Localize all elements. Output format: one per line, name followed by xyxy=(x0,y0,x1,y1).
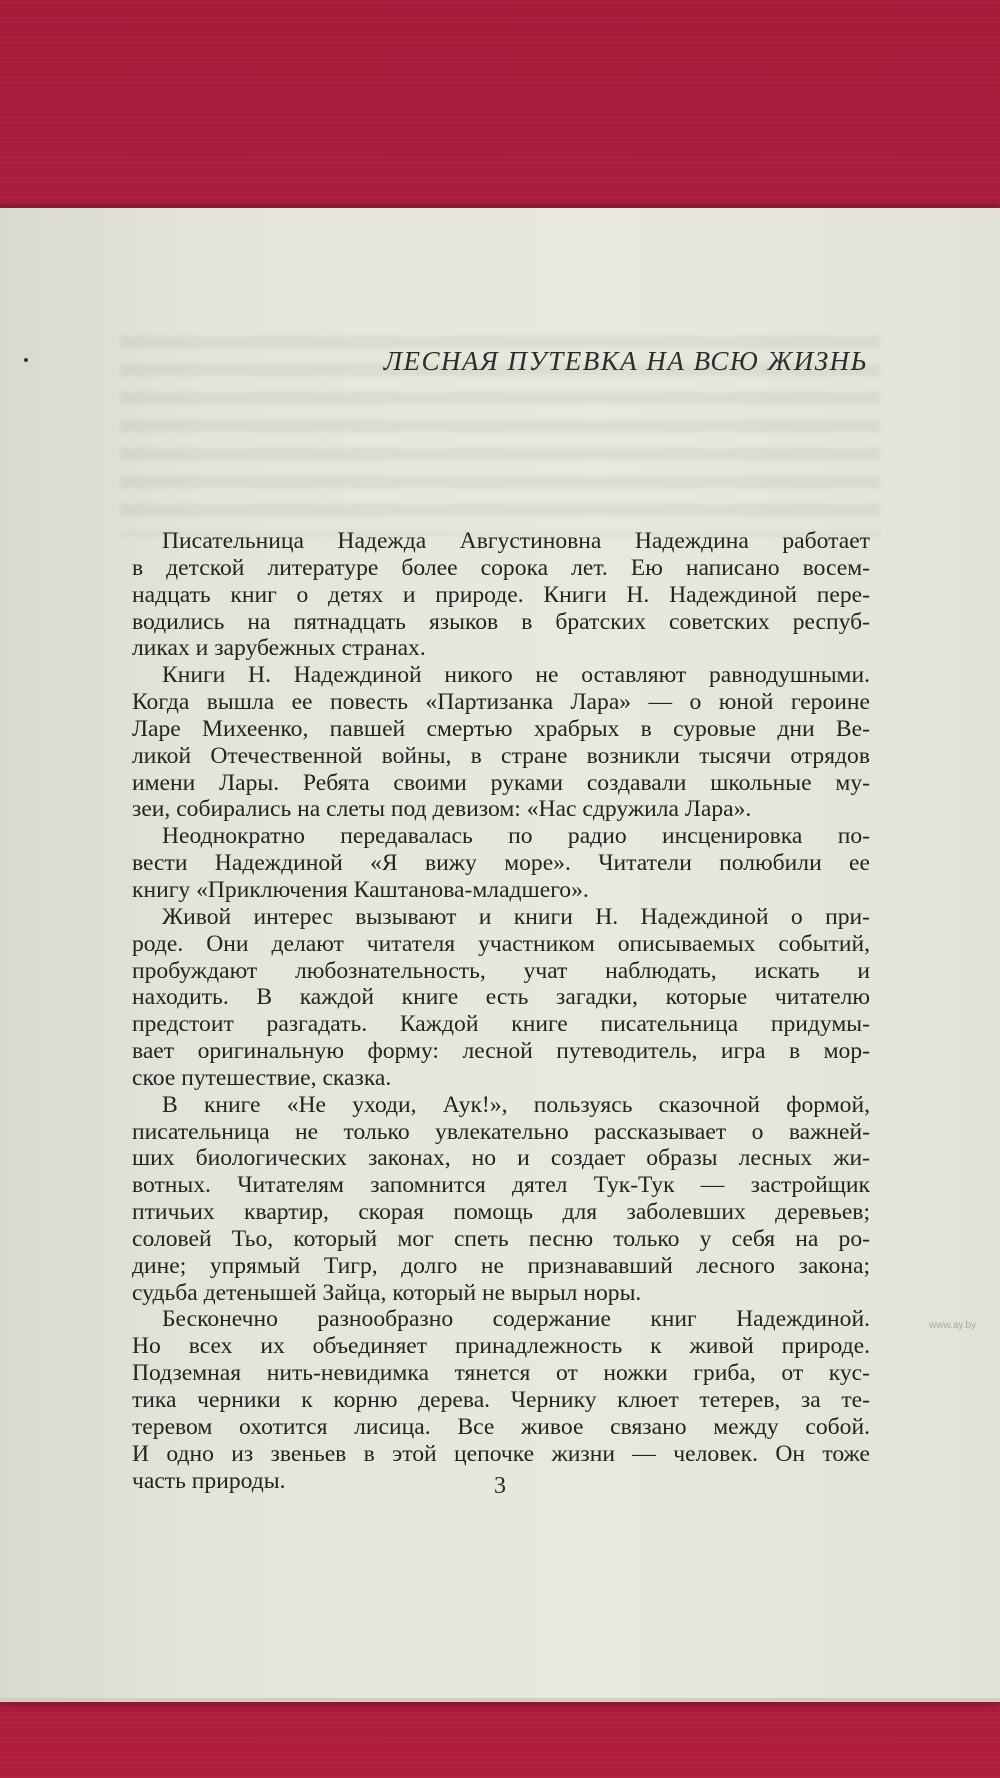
text-line: ское путешествие, сказка. xyxy=(132,1064,392,1091)
text-line: предстоит разгадать. Каждой книге писательница придумы- xyxy=(132,1011,870,1038)
text-line: Бесконечно разнообразно содержание книг Надеждиной. xyxy=(162,1306,870,1333)
text-line: Ларе Михеенко, павшей смертью храбрых в суровые дни Ве- xyxy=(132,715,870,742)
watermark: www.ay.by xyxy=(928,1320,976,1331)
text-line: ликой Отечественной войны, в стране возникли тысячи отрядов xyxy=(132,742,870,769)
text-line: находить. В каждой книге есть загадки, которые читателю xyxy=(132,984,870,1011)
text-line: вает оригинальную форму: лесной путеводитель, игра в мор- xyxy=(132,1038,870,1065)
text-line: книгу «Приключения Каштанова-младшего». xyxy=(132,876,589,903)
text-line: Неоднократно передавалась по радио инсценировка по- xyxy=(162,823,870,850)
text-line: Подземная нить-невидимка тянется от ножки гриба, от кус- xyxy=(132,1360,870,1387)
text-line: вести Надеждиной «Я вижу море». Читатели полюбили ее xyxy=(132,850,870,877)
page-edge xyxy=(0,1698,1000,1702)
text-line: ликах и зарубежных странах. xyxy=(132,635,426,662)
body-text xyxy=(132,528,870,1494)
running-title: ЛЕСНАЯ ПУТЕВКА НА ВСЮ ЖИЗНЬ xyxy=(383,346,868,376)
book-page xyxy=(0,208,1000,1698)
text-line: Но всех их объединяет принадлежность к живой природе. xyxy=(132,1333,870,1360)
text-line: имени Лары. Ребята своими руками создавали школьные му- xyxy=(132,769,870,796)
text-line: соловей Тьо, который мог спеть песню только у себя на ро- xyxy=(132,1225,870,1252)
text-line: водились на пятнадцать языков в братских советских респуб- xyxy=(132,608,870,635)
text-line: писательница не только увлекательно рассказывает о важней- xyxy=(132,1118,870,1145)
text-line: пробуждают любознательность, учат наблюдать, искать и xyxy=(132,957,870,984)
text-line: дине; упрямый Тигр, долго не признававший лесного закона; xyxy=(132,1252,870,1279)
page-number: 3 xyxy=(494,1473,506,1499)
text-line: роде. Они делают читателя участником описываемых событий, xyxy=(132,930,870,957)
text-line: Когда вышла ее повесть «Партизанка Лара» — о юной героине xyxy=(132,689,870,716)
text-line: надцать книг о детях и природе. Книги Н. Надеждиной пере- xyxy=(132,581,870,608)
text-line: в детской литературе более сорока лет. Ею написано восем- xyxy=(132,554,870,581)
text-line: птичьих квартир, скорая помощь для заболевших деревьев; xyxy=(132,1199,870,1226)
text-line: В книге «Не уходи, Аук!», пользуясь сказочной формой, xyxy=(162,1091,870,1118)
text-line: Писательница Надежда Августиновна Надеждина работает xyxy=(162,528,870,554)
text-line: Книги Н. Надеждиной никого не оставляют равнодушными. xyxy=(162,662,870,689)
text-line: И одно из звеньев в этой цепочке жизни — человек. Он тоже xyxy=(132,1440,870,1467)
text-line: тика черники к корню дерева. Чернику клюет тетерев, за те- xyxy=(132,1387,870,1413)
text-line: зеи, собирались на слеты под девизом: «Нас сдружила Лара». xyxy=(132,796,752,823)
ink-dot xyxy=(24,358,28,362)
text-line: теревом охотится лисица. Все живое связано между собой. xyxy=(132,1413,870,1440)
text-line: ших биологических законах, но и создает образы лесных жи- xyxy=(132,1145,870,1172)
text-line: часть природы. xyxy=(132,1467,286,1494)
text-line: Живой интерес вызывают и книги Н. Надеждиной о при- xyxy=(162,903,870,930)
text-line: вотных. Читателям запомнится дятел Тук-Тук — застройщик xyxy=(132,1172,870,1199)
text-line: судьба детенышей Зайца, который не вырыл норы. xyxy=(132,1279,642,1306)
